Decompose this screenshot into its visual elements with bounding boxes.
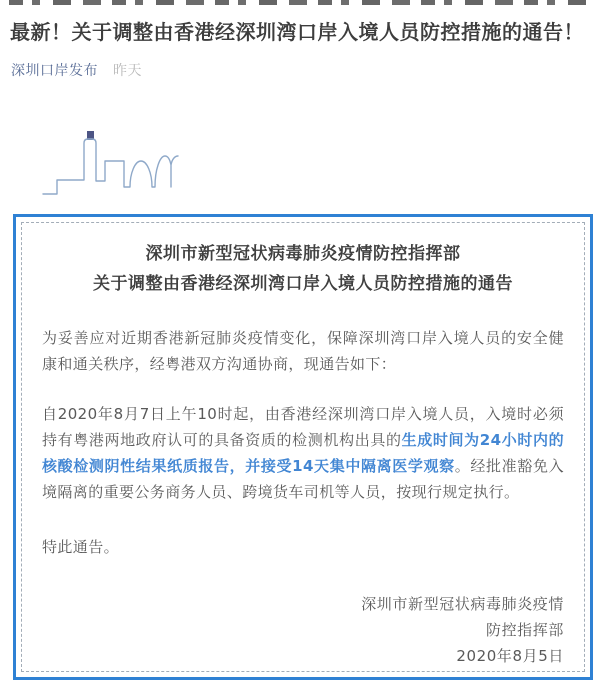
signature-org-line1: 深圳市新型冠状病毒肺炎疫情	[361, 595, 564, 613]
paragraph-2-highlighted-text: 生成时间为24小时内的核酸检测阴性结果纸质报告，并接受14天集中隔离医学观察	[42, 431, 564, 475]
closing-statement: 特此通告。	[42, 538, 120, 556]
byline	[11, 60, 142, 80]
notice-heading-line1: 深圳市新型冠状病毒肺炎疫情防控指挥部	[145, 244, 461, 264]
paragraph-2-plain-start: 自2020年8月7日上午10时起，由香港经深圳湾口岸入境人员，入境时必须持有粤港两地政府认可的具备资质的检测机构出具的	[42, 405, 564, 449]
notice-box	[13, 214, 593, 680]
paragraph-2-plain-end: 。经批准豁免入境隔离的重要公务商务人员、跨境货车司机等人员，按现行规定执行。	[42, 457, 564, 501]
notice-paragraph-1: 为妥善应对近期香港新冠肺炎疫情变化，保障深圳湾口岸入境人员的安全健康和通关秩序，经粤港双方沟通协商，现通告如下：	[42, 329, 564, 373]
notice-heading-line2: 关于调整由香港经深圳湾口岸入境人员防控措施的通告	[93, 274, 513, 294]
article-title: 最新！关于调整由香港经深圳湾口岸入境人员防控措施的通告！	[10, 20, 584, 44]
cropped-text-sliver	[9, 0, 592, 5]
signature-block	[42, 591, 564, 669]
signature-date: 2020年8月5日	[456, 647, 564, 665]
account-name-link[interactable]: 深圳口岸发布	[11, 63, 98, 79]
notice-paragraph-2	[42, 401, 564, 505]
signature-org-line2: 防控指挥部	[485, 621, 564, 639]
notice-box-inner	[21, 222, 585, 672]
city-skyline-icon	[40, 128, 192, 200]
publish-date: 昨天	[112, 63, 142, 79]
